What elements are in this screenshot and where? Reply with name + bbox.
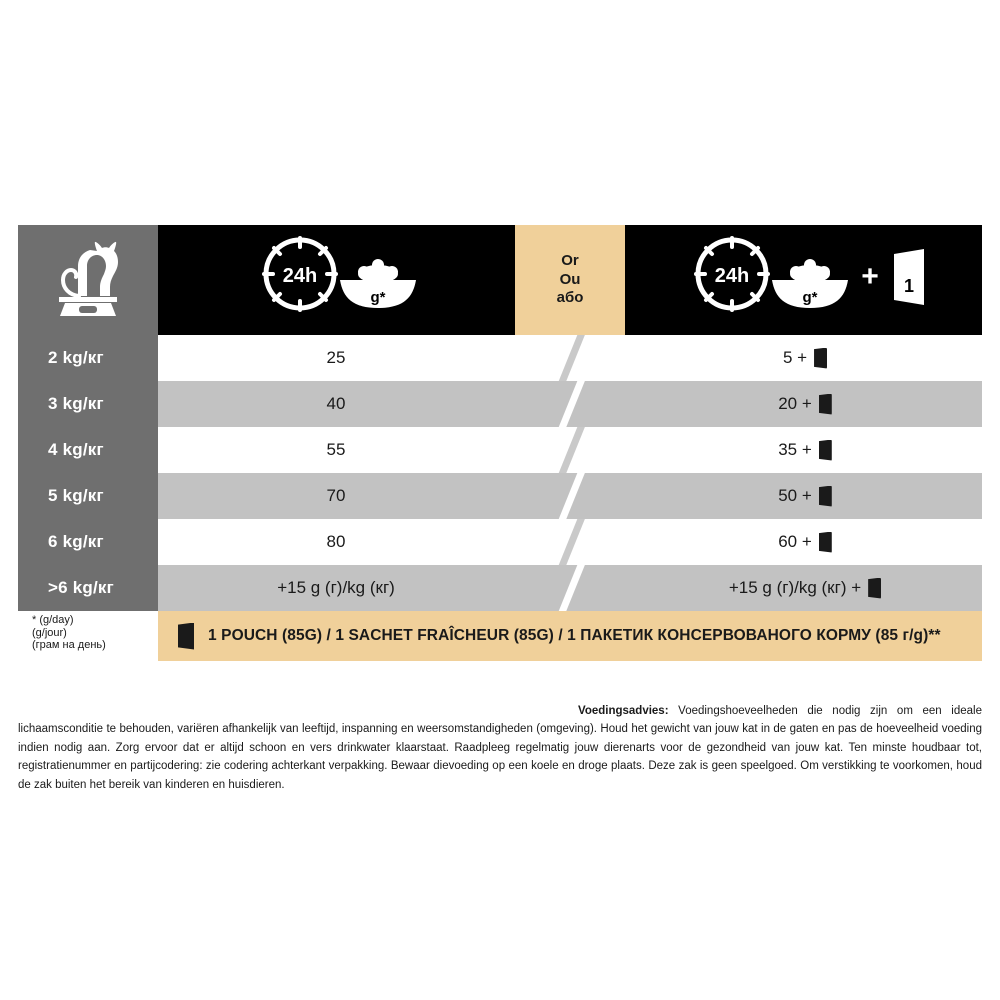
pouch-icon <box>819 486 832 507</box>
row-mixed-value: 50 + <box>778 486 812 505</box>
feeding-table <box>18 225 982 661</box>
row-weight-label: >6 kg/кг <box>18 565 158 611</box>
or-line-fr: Ou <box>559 270 581 288</box>
pouch-icon <box>819 440 832 461</box>
row-weight-label: 4 kg/кг <box>18 427 158 473</box>
table-row <box>18 427 982 473</box>
row-mixed-amount <box>628 335 982 381</box>
diagonal-slash <box>555 427 588 473</box>
pouch-icon <box>819 532 832 553</box>
diagonal-slash <box>555 565 588 611</box>
row-mixed-value: +15 g (г)/kg (кг) + <box>728 578 862 597</box>
table-row <box>18 519 982 565</box>
or-line-uk: або <box>556 289 584 307</box>
row-dry-amount: 40 <box>158 381 514 427</box>
svg-text:24h: 24h <box>714 265 749 287</box>
row-separator <box>514 565 628 611</box>
row-weight-label: 5 kg/кг <box>18 473 158 519</box>
row-mixed-value: 20 + <box>778 394 812 413</box>
diagonal-slash <box>555 335 588 381</box>
row-dry-amount: 80 <box>158 519 514 565</box>
pouch-equivalence-band <box>158 611 982 661</box>
svg-text:1: 1 <box>903 276 914 296</box>
unit-footnote <box>18 611 158 661</box>
row-mixed-amount <box>628 381 982 427</box>
svg-text:g*: g* <box>370 289 385 306</box>
feeding-advice-body: Voedingshoeveelheden die nodig zijn om een ideale lichaamsconditie te behouden, variëren afhankelijk van leeftijd, inspanning en weersomstandigheden (omgeving). Houd het gewicht van jouw kat in de gaten en pas de hoeveelheid voeding indien nodig aan. Zorg ervoor dat er altijd schoon en vers drinkwater klaarstaat. Raadpleeg regelmatig jouw dierenarts voor de gezondheid van jouw kat. Ten minste houdbaar tot, registratienummer en partijcodering: zie codering achterkant verpakking. Bewaar dievoeding op een koele en droge plaats. Deze zak is geen speelgoed. Om verstikking te voorkomen, houd de zak buiten het bereik van kinderen en huisdieren. <box>18 704 982 791</box>
row-mixed-amount <box>628 427 982 473</box>
or-separator-label <box>515 225 625 335</box>
pouch-icon <box>814 348 827 369</box>
table-row <box>18 565 982 611</box>
row-separator <box>514 519 628 565</box>
row-dry-amount: 70 <box>158 473 514 519</box>
feeding-advice-title: Voedingsadvies: <box>578 704 669 717</box>
table-header-row <box>18 225 982 335</box>
pouch-icon <box>178 623 194 650</box>
row-mixed-value: 60 + <box>778 532 812 551</box>
row-dry-amount: 55 <box>158 427 514 473</box>
svg-text:+: + <box>860 260 879 293</box>
diagonal-slash <box>555 473 588 519</box>
cat-on-scale-icon <box>18 225 158 335</box>
row-dry-amount: +15 g (г)/kg (кг) <box>158 565 514 611</box>
table-footer <box>18 611 982 661</box>
row-separator <box>514 473 628 519</box>
diagonal-slash <box>555 519 588 565</box>
pouch-icon <box>819 394 832 415</box>
table-row <box>18 335 982 381</box>
unit-footnote-line3: (грам на день) <box>32 639 106 652</box>
diagonal-slash <box>555 381 588 427</box>
table-row <box>18 473 982 519</box>
pouch-equivalence-text: 1 POUCH (85G) / 1 SACHET FRAÎCHEUR (85G) / 1 ПАКЕТИК КОНСЕРВОВАНОГО КОРМУ (85 г/g)** <box>208 627 941 644</box>
row-dry-amount: 25 <box>158 335 514 381</box>
row-weight-label: 3 kg/кг <box>18 381 158 427</box>
row-weight-label: 2 kg/кг <box>18 335 158 381</box>
pouch-icon <box>868 578 881 599</box>
header-mixed-feeding-icon <box>625 225 982 335</box>
svg-text:g*: g* <box>802 289 817 306</box>
row-mixed-value: 35 + <box>778 440 812 459</box>
row-weight-label: 6 kg/кг <box>18 519 158 565</box>
row-mixed-amount <box>628 565 982 611</box>
svg-text:24h: 24h <box>282 265 317 287</box>
header-dry-only-icon <box>158 225 515 335</box>
feeding-advice-paragraph <box>18 702 982 795</box>
row-mixed-amount <box>628 473 982 519</box>
unit-footnote-line2: (g/jour) <box>32 626 67 639</box>
unit-footnote-line1: * (g/day) <box>32 614 74 626</box>
row-separator <box>514 381 628 427</box>
row-separator <box>514 335 628 381</box>
row-mixed-amount <box>628 519 982 565</box>
table-row <box>18 381 982 427</box>
row-mixed-value: 5 + <box>782 348 808 367</box>
row-separator <box>514 427 628 473</box>
or-line-en: Or <box>561 251 579 269</box>
